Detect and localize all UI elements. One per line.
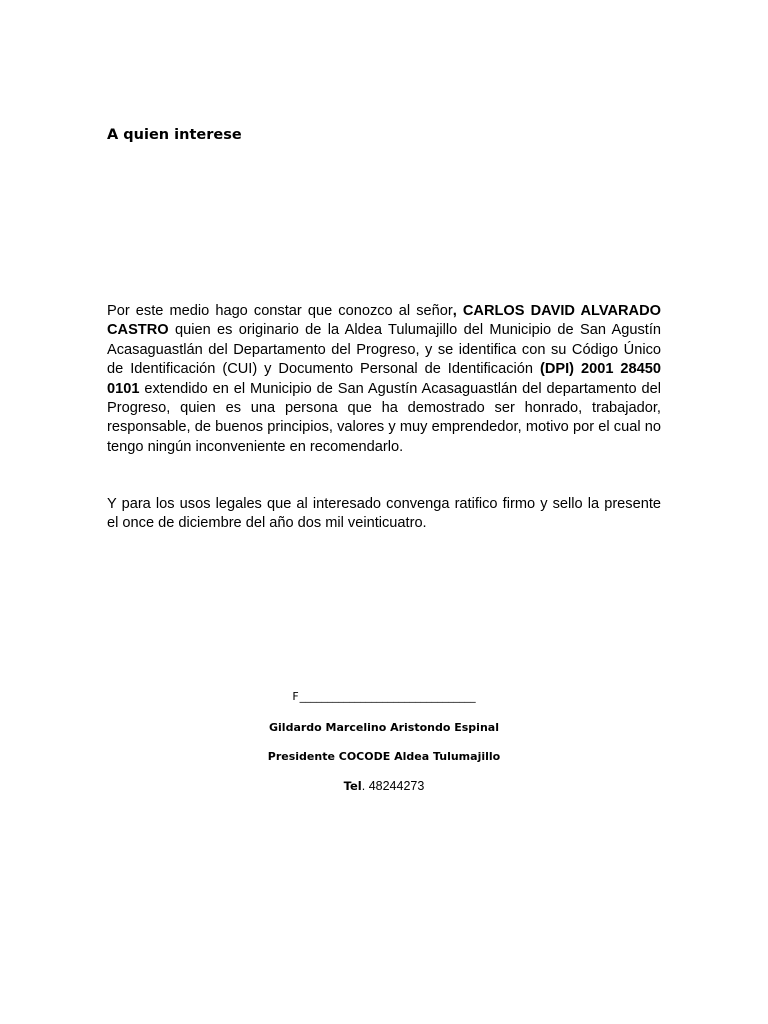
paragraph-1-intro: Por este medio hago constar que conozco al señor — [107, 303, 453, 319]
dpi-number: (DPI) 2001 28450 0101 — [107, 361, 661, 397]
signature-prefix: F — [292, 690, 299, 703]
paragraph-1-middle: quien es originario de la Aldea Tulumajillo del Municipio de San Agustín Acasaguastlán del Departamento del Progreso, y se identifica con su Código Único de Identificación (CUI) y Documento Personal de Identificación — [107, 322, 661, 378]
salutation: A quien interese — [107, 127, 242, 143]
paragraph-1-end: extendido en el Municipio de San Agustín Acasaguastlán del departamento del Progreso, quien es una persona que ha demostrado ser honrado, trabajador, responsable, de buenos principios, valores y muy emprendedor, motivo por el cual no tengo ningún inconveniente en recomendarlo. — [107, 380, 661, 455]
person-name: , CARLOS DAVID ALVARADO CASTRO — [107, 303, 661, 339]
signatory-phone — [0, 779, 768, 793]
phone-label: Tel — [343, 779, 362, 793]
signatory-role: Presidente COCODE Aldea Tulumajillo — [267, 750, 501, 763]
body-paragraph-1 — [107, 302, 661, 457]
phone-separator: . — [361, 779, 369, 793]
body-paragraph-2: Y para los usos legales que al interesado convenga ratifico firmo y sello la presente el once de diciembre del año dos mil veinticuatro. — [107, 496, 661, 532]
phone-number: 48244273 — [368, 779, 425, 793]
signature-line — [0, 690, 768, 703]
signatory-name: Gildardo Marcelino Aristondo Espinal — [269, 721, 499, 734]
signature-underline: ________________________________ — [299, 690, 476, 703]
